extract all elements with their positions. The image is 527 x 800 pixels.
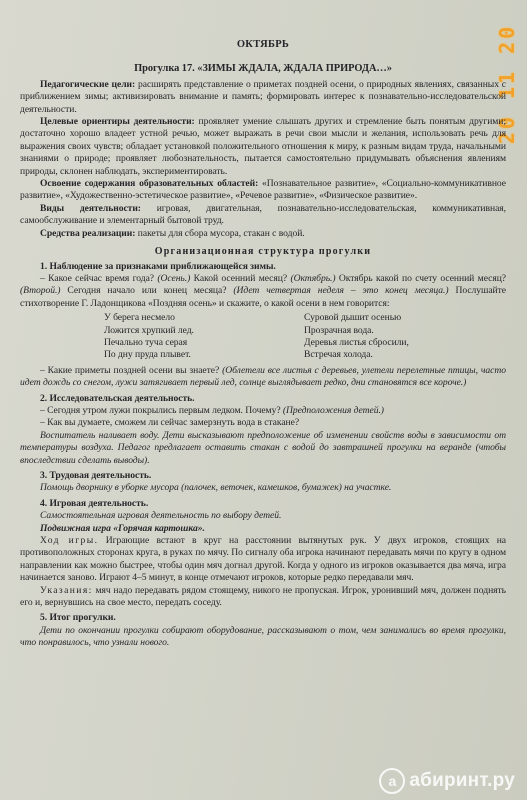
section-4-free-play: Самостоятельная игровая деятельность по выбору детей.	[40, 510, 282, 522]
activities-paragraph	[20, 203, 506, 228]
goals-paragraph	[20, 79, 506, 116]
month-heading: ОКТЯБРЬ	[236, 39, 290, 50]
walk-title: Прогулка 17. «ЗИМЫ ЖДАЛА, ЖДАЛА ПРИРОДА…»	[134, 63, 392, 75]
poem-line: Деревья листья сбросили,	[304, 336, 409, 348]
course-label: Ход игры.	[40, 534, 99, 546]
section-4-course	[20, 535, 506, 585]
s1-q1b: (Осень.)	[157, 272, 191, 284]
section-4-game-title: Подвижная игра «Горячая картошка».	[40, 522, 205, 534]
s1-q1i: Послушайте стихотворение Г. Ладонщикова «Поздняя осень» и скажите, о какой осени в нем говорится:	[20, 285, 506, 309]
date-stamp-text: 20 11 20	[495, 23, 520, 145]
section-4-rules	[20, 585, 506, 610]
targets-paragraph	[20, 116, 506, 178]
poem-line: Суровой дышит осенью	[304, 312, 402, 324]
s1-q1f: (Второй.)	[20, 285, 61, 297]
poem-line: По дну пруда плывет.	[104, 349, 191, 361]
poem-line: Печально туча серая	[104, 336, 188, 348]
means-label: Средства реализации:	[40, 227, 136, 239]
section-2-q2: – Как вы думаете, сможем ли сейчас замерзнуть вода в стакане?	[40, 417, 300, 429]
labirint-logo-icon: a	[379, 768, 405, 794]
section-2-title: 2. Исследовательская деятельность.	[40, 392, 195, 404]
section-5-text: Дети по окончании прогулки собирают оборудование, рассказывают о том, чем занимались во время прогулки, что понравилось, что узнали нового.	[20, 624, 506, 649]
activities-label: Виды деятельности:	[40, 202, 141, 214]
section-2-note: Воспитатель наливает воду. Дети высказывают предположение об изменении свойств воды в зависимости от температуры воздуха. Педагог предлагает оставить стакан с водой до завтрашней прогулки на веранде (чтобы впоследствии сделать выводы).	[20, 429, 506, 466]
s2-q1b: (Предположения детей.)	[282, 404, 384, 416]
structure-title: Организационная структура прогулки	[154, 246, 372, 258]
page-content	[20, 30, 506, 650]
course-text: Играющие встают в круг на расстоянии вытянутых рук. У двух игроков, стоящих на противоположных сторонах круга, в руках по мячу. По сигналу оба игрока начинают передавать мячи по кругу в одном направлении как можно быстрее, чтобы один мяч догнал другой. Когда у одного из игроков оказывается два мяча, игра начинается заново. Играют 4–5 минут, в конце отмечают игроков, которые редко передавали мяч.	[20, 534, 507, 584]
s1-q2a: – Какие приметы поздней осени вы знаете?	[40, 364, 223, 376]
poem	[20, 312, 506, 362]
section-1-title: 1. Наблюдение за признаками приближающейся зимы.	[40, 260, 276, 272]
areas-paragraph	[20, 178, 506, 203]
rules-text: мяч надо передавать рядом стоящему, никого не пропуская. Игрок, уронивший мяч, должен поднять его и, вернувшись на свое место, передать соседу.	[20, 584, 506, 608]
poem-line: Прозрачная вода.	[304, 324, 374, 336]
poem-line: Встречая холода.	[304, 349, 373, 361]
activities-text: игровая, двигательная, познавательно-исследовательская, коммуникативная, самообслуживание и элементарный бытовой труд.	[20, 202, 507, 227]
section-5-title: 5. Итог прогулки.	[40, 612, 116, 624]
section-1-questions	[20, 273, 506, 310]
goals-label: Педагогические цели:	[40, 78, 136, 90]
s1-q1g: Сегодня начало или конец месяца?	[60, 285, 234, 297]
section-2-q1	[20, 405, 506, 417]
rules-label: Указания:	[40, 584, 93, 596]
section-3-title: 3. Трудовая деятельность.	[40, 469, 152, 481]
section-1-signs	[20, 365, 506, 390]
poem-line: У берега несмело	[104, 312, 175, 324]
s2-q1a: – Сегодня утром лужи покрылись первым ледком. Почему?	[40, 404, 283, 416]
watermark	[379, 768, 515, 794]
s1-q1d: (Октябрь.)	[290, 272, 336, 284]
s1-q1e: Октябрь какой по счету осенний месяц?	[335, 272, 506, 284]
poem-line: Ложится хрупкий лед.	[104, 324, 194, 336]
watermark-text: абиринт.ру	[409, 770, 515, 791]
targets-text: проявляет умение слышать других и стремление быть понятым другими; достаточно хорошо владеет устной речью, может выражать в речи свои мысли и желания, использовать речь для выражения своих чувств; обладает установкой положительного отношения к миру, к разным видам труда, начальными знаниями о природе; проявляет любознательность, пытается самостоятельно придумывать объяснения явлениям природы, склонен наблюдать, экспериментировать.	[20, 116, 506, 177]
poem-right-column	[304, 312, 504, 362]
areas-text: «Познавательное развитие», «Социально-коммуникативное развитие», «Художественно-эстетическое развитие», «Речевое развитие», «Физическое развитие».	[20, 178, 506, 202]
targets-label: Целевые ориентиры деятельности:	[40, 116, 195, 128]
areas-label: Освоение содержания образовательных областей:	[40, 178, 259, 190]
section-3-text: Помощь дворнику в уборке мусора (палочек, веточек, камешков, бумажек) на участке.	[40, 482, 392, 494]
s1-q2b: (Облетели все листья с деревьев, улетели перелетные птицы, часто идет дождь со снегом, лужи затягивает первый лед, солнце выглядывает редко, дни становятся все короче.)	[20, 364, 506, 389]
means-paragraph	[20, 228, 506, 240]
poem-left-column	[104, 312, 304, 362]
s1-q1c: Какой осенний месяц?	[190, 272, 291, 284]
section-4-title: 4. Игровая деятельность.	[40, 497, 149, 509]
s1-q1a: – Какое сейчас время года?	[40, 272, 158, 284]
s1-q1h: (Идет четвертая неделя – это конец месяца.)	[233, 285, 449, 297]
means-text: пакеты для сбора мусора, стакан с водой.	[135, 227, 305, 239]
goals-text: расширять представление о приметах поздней осени, о природных явлениях, связанных с приближением зимы; активизировать внимание и память; формировать интерес к познавательно-исследовательской деятельности.	[20, 78, 506, 115]
